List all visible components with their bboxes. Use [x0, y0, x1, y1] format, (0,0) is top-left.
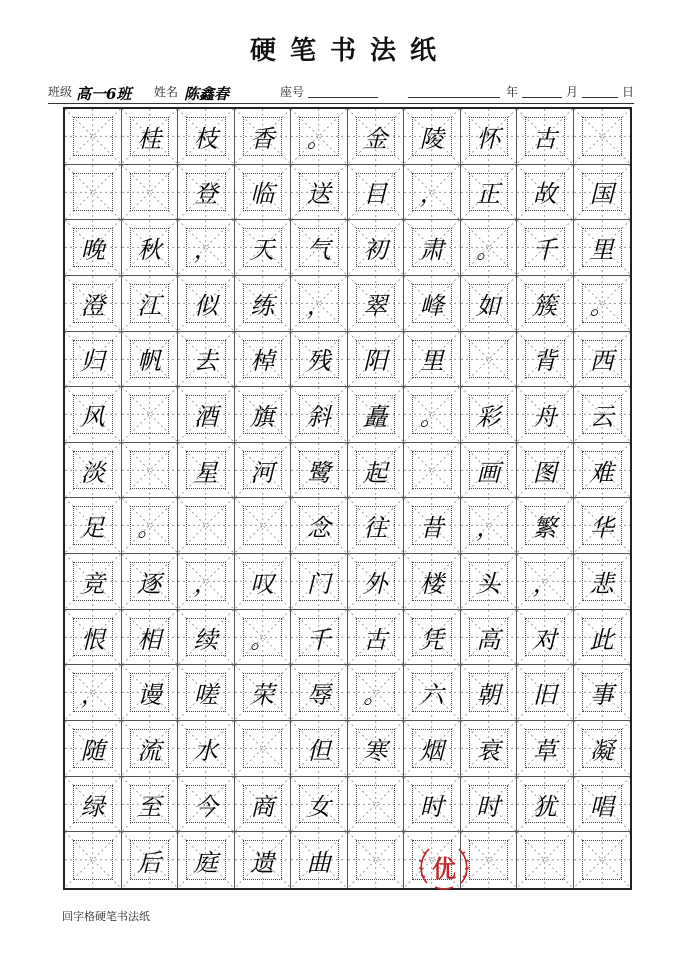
handwritten-character: 酒: [193, 403, 218, 432]
grid-cell: [574, 721, 631, 777]
grid-cell: [291, 498, 348, 554]
handwritten-character: [235, 498, 291, 553]
grid-cell: [291, 165, 348, 221]
handwritten-character: 凝: [589, 736, 614, 765]
grid-cell: [65, 165, 122, 221]
handwritten-character: 肃: [419, 236, 444, 265]
handwritten-character: 辱: [306, 681, 331, 710]
grid-cell: [122, 165, 179, 221]
grid-cell: [348, 332, 405, 388]
handwritten-character: 往: [363, 514, 388, 543]
grid-cell: [122, 220, 179, 276]
grid-cell: [461, 443, 518, 499]
grid-cell: [404, 721, 461, 777]
handwritten-character: 矗: [363, 403, 388, 432]
grid-cell: [178, 276, 235, 332]
grid-cell: [574, 332, 631, 388]
handwritten-character: 千: [306, 625, 331, 654]
grid-cell: [122, 554, 179, 610]
grid-cell: [122, 498, 179, 554]
handwritten-character: 金: [363, 124, 388, 153]
grid-cell: [404, 443, 461, 499]
handwritten-character: 似: [193, 291, 218, 320]
handwritten-character: 星: [193, 458, 218, 487]
grid-cell: [122, 721, 179, 777]
class-label: 班级: [48, 85, 73, 99]
handwritten-character: 旧: [532, 681, 557, 710]
handwritten-character: 。: [419, 403, 444, 432]
handwritten-character: 商: [250, 792, 275, 821]
handwritten-character: 旗: [250, 403, 275, 432]
handwritten-character: 初: [363, 236, 388, 265]
handwritten-character: 目: [363, 180, 388, 209]
handwritten-character: [65, 109, 121, 164]
handwritten-character: 翠: [363, 291, 388, 320]
grid-cell: [122, 276, 179, 332]
month-label: 月: [566, 85, 579, 99]
grid-cell: [404, 610, 461, 666]
handwritten-character: 门: [306, 569, 331, 598]
grid-cell: [574, 387, 631, 443]
handwritten-character: 河: [250, 458, 275, 487]
page-title: 硬笔书法纸: [249, 36, 450, 66]
handwritten-character: 时: [476, 792, 501, 821]
grid-cell: [348, 276, 405, 332]
handwritten-character: 起: [363, 458, 388, 487]
grid-cell: [235, 276, 292, 332]
handwritten-character: ，: [193, 569, 218, 598]
grid-cell: [178, 387, 235, 443]
handwritten-character: 犹: [532, 792, 557, 821]
handwritten-character: 华: [589, 514, 614, 543]
grid-cell: [178, 165, 235, 221]
handwritten-character: 登: [193, 180, 218, 209]
handwritten-character: 衰: [476, 736, 501, 765]
grid-cell: [574, 220, 631, 276]
handwritten-character: [65, 165, 121, 220]
handwritten-character: 鹭: [306, 458, 331, 487]
grid-cell: [122, 332, 179, 388]
grid-cell: [122, 832, 179, 888]
grid-cell: [404, 332, 461, 388]
handwritten-character: 今: [193, 792, 218, 821]
grid-cell: [122, 665, 179, 721]
grid-cell: [404, 109, 461, 165]
grid-cell: [348, 610, 405, 666]
handwritten-character: 秋: [137, 236, 162, 265]
handwritten-character: 楼: [419, 569, 444, 598]
grid-cell: [65, 665, 122, 721]
grid-cell: [65, 721, 122, 777]
handwritten-character: [461, 332, 517, 387]
handwritten-character: 念: [306, 514, 331, 543]
handwritten-character: 风: [80, 403, 105, 432]
excellent-stamp: [417, 843, 471, 891]
grid-cell: [235, 832, 292, 888]
handwritten-character: [65, 832, 121, 888]
grid-cell: [461, 387, 518, 443]
grid-cell: [178, 665, 235, 721]
handwritten-character: 凭: [419, 625, 444, 654]
grid-cell: [65, 610, 122, 666]
grid-cell: [574, 832, 631, 888]
handwritten-character: 里: [419, 347, 444, 376]
handwritten-character: [178, 498, 234, 553]
handwritten-character: 烟: [419, 736, 444, 765]
grid-cell: [404, 665, 461, 721]
handwritten-character: 陵: [419, 124, 444, 153]
grid-cell: [178, 109, 235, 165]
grid-cell: [517, 332, 574, 388]
grid-cell: [461, 554, 518, 610]
handwritten-character: 斜: [306, 403, 331, 432]
handwritten-character: 荣: [250, 681, 275, 710]
handwritten-character: 临: [250, 180, 275, 209]
grid-cell: [517, 832, 574, 888]
handwritten-character: 繁: [532, 514, 557, 543]
handwritten-character: 去: [193, 347, 218, 376]
grid-cell: [517, 554, 574, 610]
grid-cell: [574, 665, 631, 721]
grid-cell: [65, 332, 122, 388]
grid-cell: [348, 387, 405, 443]
handwritten-character: 江: [137, 291, 162, 320]
handwritten-character: 绿: [80, 792, 105, 821]
handwritten-character: 。: [137, 514, 162, 543]
handwritten-character: 图: [532, 458, 557, 487]
grid-cell: [461, 276, 518, 332]
handwritten-character: 逐: [137, 569, 162, 598]
grid-cell: [178, 498, 235, 554]
handwritten-character: [348, 777, 404, 832]
name-value: 陈鑫春: [184, 85, 230, 103]
grid-cell: [404, 276, 461, 332]
handwritten-character: ，: [419, 180, 444, 209]
handwritten-character: 送: [306, 180, 331, 209]
grid-cell: [291, 220, 348, 276]
handwritten-character: 遗: [250, 848, 275, 877]
handwritten-character: 残: [306, 347, 331, 376]
grid-cell: [122, 109, 179, 165]
handwritten-character: [404, 443, 460, 498]
grid-cell: [235, 165, 292, 221]
handwritten-character: 恨: [80, 625, 105, 654]
grid-cell: [348, 554, 405, 610]
grid-cell: [235, 610, 292, 666]
handwritten-character: 桂: [137, 124, 162, 153]
class-value: 高一6班: [76, 85, 132, 103]
grid-cell: [122, 610, 179, 666]
grid-cell: [122, 387, 179, 443]
seat-label: 座号: [280, 85, 305, 99]
handwritten-character: 舟: [532, 403, 557, 432]
handwritten-character: 头: [476, 569, 501, 598]
handwritten-character: 难: [589, 458, 614, 487]
grid-cell: [348, 665, 405, 721]
handwritten-character: 外: [363, 569, 388, 598]
grid-cell: [291, 665, 348, 721]
grid-cell: [235, 332, 292, 388]
grid-cell: [178, 443, 235, 499]
handwritten-character: 帆: [137, 347, 162, 376]
grid-cell: [291, 332, 348, 388]
grid-cell: [235, 665, 292, 721]
handwritten-character: 云: [589, 403, 614, 432]
handwritten-character: 此: [589, 625, 614, 654]
grid-cell: [291, 721, 348, 777]
grid-cell: [235, 554, 292, 610]
handwritten-character: 画: [476, 458, 501, 487]
handwritten-character: 怀: [476, 124, 501, 153]
stamp-text: 优: [432, 854, 456, 883]
grid-cell: [404, 220, 461, 276]
handwritten-character: 千: [532, 236, 557, 265]
grid-cell: [235, 443, 292, 499]
handwritten-character: 至: [137, 792, 162, 821]
handwritten-character: 随: [80, 736, 105, 765]
grid-cell: [404, 387, 461, 443]
grid-cell: [404, 777, 461, 833]
grid-cell: [461, 610, 518, 666]
grid-cell: [461, 665, 518, 721]
grid-cell: [517, 109, 574, 165]
handwritten-character: 女: [306, 792, 331, 821]
handwritten-character: 里: [589, 236, 614, 265]
grid-cell: [178, 220, 235, 276]
handwritten-character: [122, 387, 178, 442]
handwritten-character: 古: [363, 625, 388, 654]
handwritten-character: 。: [589, 291, 614, 320]
handwritten-character: 续: [193, 625, 218, 654]
grid-cell: [574, 443, 631, 499]
grid-cell: [517, 276, 574, 332]
grid-cell: [461, 220, 518, 276]
handwritten-character: 枝: [193, 124, 218, 153]
handwritten-character: 气: [306, 236, 331, 265]
handwritten-character: 天: [250, 236, 275, 265]
grid-cell: [348, 220, 405, 276]
grid-cell: [461, 165, 518, 221]
grid-cell: [574, 165, 631, 221]
grid-cell: [65, 498, 122, 554]
handwritten-character: 。: [363, 681, 388, 710]
grid-cell: [291, 109, 348, 165]
handwritten-character: 彩: [476, 403, 501, 432]
grid-cell: [517, 443, 574, 499]
grid-cell: [517, 165, 574, 221]
handwritten-character: 古: [532, 124, 557, 153]
grid-cell: [574, 498, 631, 554]
grid-cell: [348, 498, 405, 554]
handwritten-character: 足: [80, 514, 105, 543]
handwritten-character: 故: [532, 180, 557, 209]
grid-cell: [235, 109, 292, 165]
handwritten-character: ，: [306, 291, 331, 320]
handwritten-character: ，: [532, 569, 557, 598]
year-label: 年: [506, 85, 519, 99]
grid-cell: [348, 721, 405, 777]
grid-cell: [235, 777, 292, 833]
day-label: 日: [622, 85, 635, 99]
grid-cell: [574, 276, 631, 332]
handwritten-character: 西: [589, 347, 614, 376]
grid-cell: [65, 276, 122, 332]
grid-cell: [574, 109, 631, 165]
grid-cell: [404, 165, 461, 221]
handwritten-character: [348, 832, 404, 888]
grid-cell: [235, 220, 292, 276]
handwritten-character: 练: [250, 291, 275, 320]
handwritten-character: 朝: [476, 681, 501, 710]
handwritten-character: [574, 832, 631, 888]
handwritten-character: 悲: [589, 569, 614, 598]
handwritten-character: 如: [476, 291, 501, 320]
handwritten-character: 归: [80, 347, 105, 376]
grid-cell: [348, 832, 405, 888]
grid-cell: [348, 109, 405, 165]
handwritten-character: 后: [137, 848, 162, 877]
handwritten-character: 草: [532, 736, 557, 765]
grid-cell: [291, 554, 348, 610]
grid-cell: [178, 610, 235, 666]
grid-cell: [348, 165, 405, 221]
grid-cell: [517, 498, 574, 554]
grid-cell: [178, 777, 235, 833]
handwritten-character: [235, 721, 291, 776]
handwritten-character: 国: [589, 180, 614, 209]
handwritten-character: [122, 165, 178, 220]
handwritten-character: 但: [306, 736, 331, 765]
handwritten-character: 嗟: [193, 681, 218, 710]
grid-cell: [235, 498, 292, 554]
grid-cell: [65, 109, 122, 165]
handwritten-character: 寒: [363, 736, 388, 765]
grid-cell: [178, 554, 235, 610]
grid-cell: [404, 498, 461, 554]
grid-cell: [404, 554, 461, 610]
handwritten-character: 六: [419, 681, 444, 710]
grid-cell: [461, 777, 518, 833]
grid-cell: [291, 777, 348, 833]
handwritten-character: 澄: [80, 291, 105, 320]
handwritten-character: 谩: [137, 681, 162, 710]
grid-cell: [65, 387, 122, 443]
grid-cell: [235, 721, 292, 777]
grid-cell: [65, 832, 122, 888]
handwritten-character: [574, 109, 631, 164]
handwritten-character: 。: [306, 124, 331, 153]
grid-cell: [574, 777, 631, 833]
handwritten-character: 水: [193, 736, 218, 765]
grid-cell: [461, 721, 518, 777]
handwritten-character: 高: [476, 625, 501, 654]
grid-cell: [178, 721, 235, 777]
handwritten-character: [517, 832, 573, 888]
handwritten-character: 事: [589, 681, 614, 710]
grid-cell: [65, 220, 122, 276]
writing-grid: [65, 109, 630, 888]
grid-cell: [291, 610, 348, 666]
handwritten-character: ，: [193, 236, 218, 265]
handwritten-character: 唱: [589, 792, 614, 821]
handwritten-character: 。: [476, 236, 501, 265]
grid-cell: [517, 777, 574, 833]
handwritten-character: 对: [532, 625, 557, 654]
day-line: [582, 97, 618, 98]
handwritten-character: 簇: [532, 291, 557, 320]
handwritten-character: 。: [250, 625, 275, 654]
grid-cell: [517, 721, 574, 777]
month-line: [522, 97, 562, 98]
handwritten-character: ，: [476, 514, 501, 543]
grid-cell: [517, 387, 574, 443]
grid-cell: [65, 443, 122, 499]
handwritten-character: 背: [532, 347, 557, 376]
handwritten-character: 相: [137, 625, 162, 654]
grid-cell: [122, 777, 179, 833]
handwritten-character: 昔: [419, 514, 444, 543]
name-label: 姓名: [154, 85, 179, 99]
grid-cell: [517, 610, 574, 666]
grid-cell: [65, 777, 122, 833]
header-fields: [48, 80, 634, 102]
grid-cell: [517, 665, 574, 721]
grid-cell: [178, 332, 235, 388]
footer-label: 回字格硬笔书法纸: [62, 910, 150, 923]
grid-cell: [291, 276, 348, 332]
handwritten-character: 叹: [250, 569, 275, 598]
grid-cell: [291, 387, 348, 443]
year-line: [408, 97, 500, 98]
handwritten-character: 晚: [80, 236, 105, 265]
handwritten-character: 淡: [80, 458, 105, 487]
handwritten-character: 香: [250, 124, 275, 153]
handwritten-character: 竞: [80, 569, 105, 598]
header-rule: [48, 103, 634, 104]
grid-cell: [461, 498, 518, 554]
grid-cell: [291, 832, 348, 888]
handwritten-character: [122, 443, 178, 498]
seat-line: [308, 97, 378, 98]
grid-cell: [348, 443, 405, 499]
handwritten-character: 正: [476, 180, 501, 209]
grid-cell: [461, 332, 518, 388]
handwritten-character: ，: [80, 681, 105, 710]
grid-cell: [65, 554, 122, 610]
handwritten-character: 曲: [306, 848, 331, 877]
grid-cell: [574, 554, 631, 610]
handwritten-character: 庭: [193, 848, 218, 877]
grid-cell: [348, 777, 405, 833]
handwritten-character: 阳: [363, 347, 388, 376]
handwritten-character: 流: [137, 736, 162, 765]
grid-cell: [178, 832, 235, 888]
grid-cell: [461, 109, 518, 165]
grid-cell: [235, 387, 292, 443]
grid-cell: [574, 610, 631, 666]
handwritten-character: 时: [419, 792, 444, 821]
handwritten-character: 峰: [419, 291, 444, 320]
grid-cell: [291, 443, 348, 499]
grid-cell: [122, 443, 179, 499]
handwritten-character: 棹: [250, 347, 275, 376]
grid-cell: [517, 220, 574, 276]
